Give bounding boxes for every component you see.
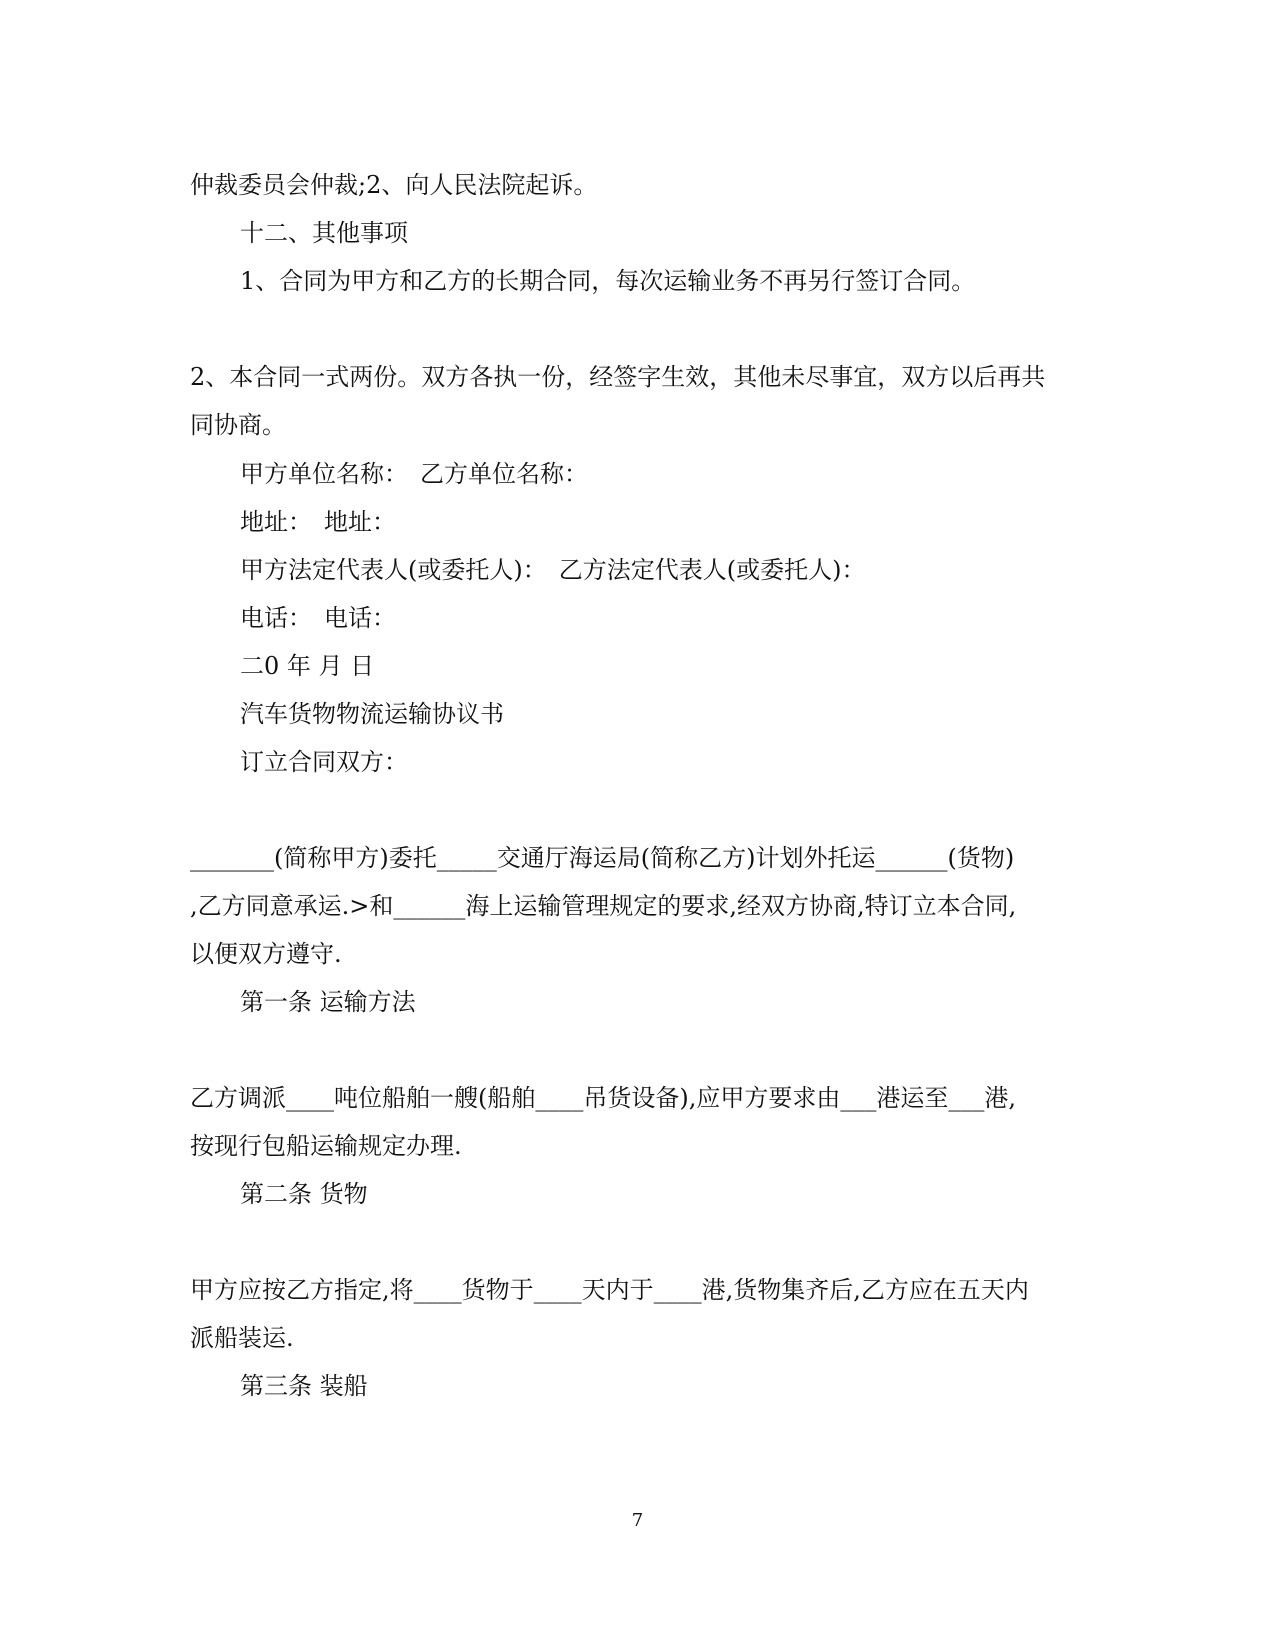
signature-field-date: 二0 年 月 日 bbox=[240, 652, 375, 680]
text-line: 订立合同双方： bbox=[240, 748, 408, 776]
article-heading: 第一条 运输方法 bbox=[240, 988, 416, 1016]
text-line: ,乙方同意承运.>和______海上运输管理规定的要求,经双方协商,特订立本合同, bbox=[190, 892, 1017, 920]
page-number: 7 bbox=[631, 1510, 644, 1531]
section-heading: 十二、其他事项 bbox=[240, 219, 408, 247]
article-heading: 第三条 装船 bbox=[240, 1372, 368, 1400]
text-line: 甲方应按乙方指定,将____货物于____天内于____港,货物集齐后,乙方应在五天内 bbox=[190, 1276, 1029, 1304]
document-title: 汽车货物物流运输协议书 bbox=[240, 700, 504, 728]
text-line: 乙方调派____吨位船舶一艘(船舶____吊货设备),应甲方要求由___港运至___港, bbox=[190, 1084, 1016, 1112]
signature-field-phone: 电话： 电话： bbox=[240, 604, 396, 632]
text-line: _______(简称甲方)委托_____交通厅海运局(简称乙方)计划外托运______(货物) bbox=[190, 844, 1015, 872]
article-heading: 第二条 货物 bbox=[240, 1180, 368, 1208]
text-line: 2、本合同一式两份。双方各执一份，经签字生效，其他未尽事宜，双方以后再共 bbox=[190, 363, 1046, 391]
signature-field-unit-name: 甲方单位名称： 乙方单位名称： bbox=[240, 460, 588, 488]
text-line: 以便双方遵守. bbox=[190, 940, 342, 968]
signature-field-address: 地址： 地址： bbox=[240, 508, 396, 536]
text-line: 仲裁委员会仲裁;2、向人民法院起诉。 bbox=[190, 171, 598, 199]
text-line: 同协商。 bbox=[190, 411, 286, 439]
text-line: 1、合同为甲方和乙方的长期合同，每次运输业务不再另行签订合同。 bbox=[240, 267, 976, 295]
text-line: 按现行包船运输规定办理. bbox=[190, 1132, 462, 1160]
text-line: 派船装运. bbox=[190, 1324, 294, 1352]
signature-field-representative: 甲方法定代表人(或委托人)： 乙方法定代表人(或委托人)： bbox=[240, 556, 866, 584]
